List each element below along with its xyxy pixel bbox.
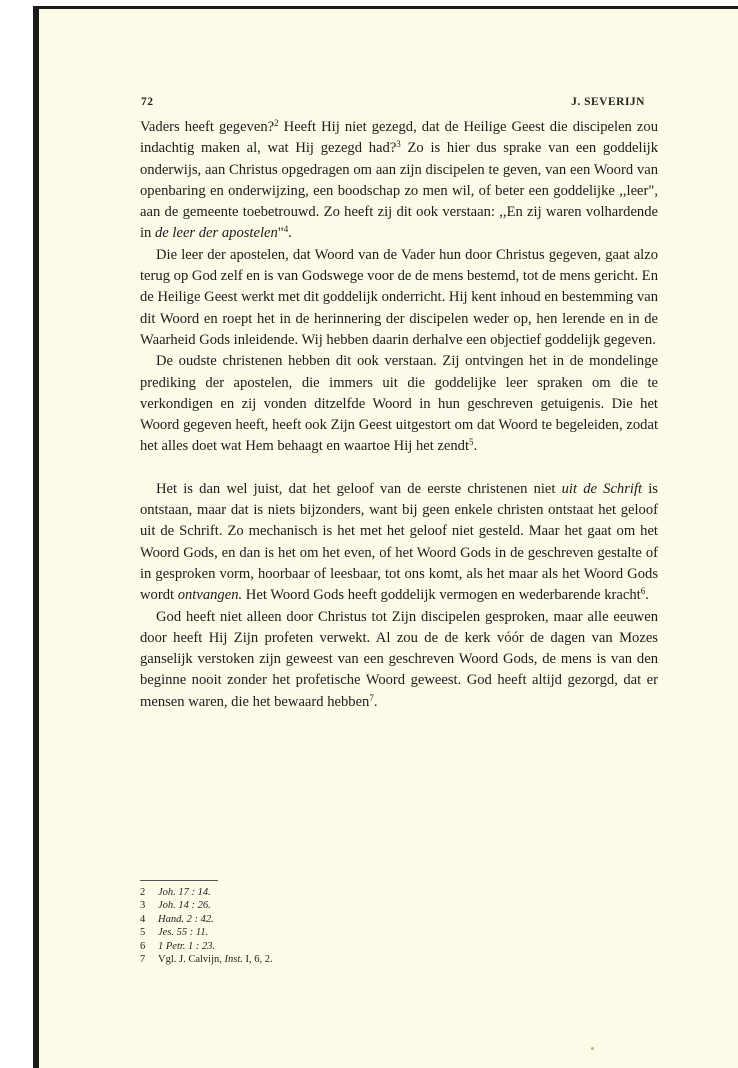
- footnotes: [140, 886, 273, 966]
- footnote: [140, 940, 273, 953]
- text: Vaders heeft gegeven?: [140, 119, 275, 135]
- footnote-number: 5: [140, 927, 146, 939]
- book-page: [33, 6, 738, 1068]
- text: Het Woord Gods heeft goddelijk vermogen en wederbarende kracht: [242, 587, 641, 604]
- footnote-ref: 3: [396, 139, 401, 150]
- paragraph: [140, 607, 658, 713]
- footnote-number: 2: [140, 887, 146, 898]
- footnote: [140, 913, 273, 926]
- text: .: [288, 225, 292, 242]
- text: God heeft niet alleen door Christus tot Zijn discipelen gesproken, maar alle eeuwen door heeft Hij Zijn profeten verwekt. Al zou de de kerk vóór de dagen van Mozes ganselijk verstoken zijn geweest van een geschreven Woord Gods, de mens is van den beginne nooit zonder het profetische Woord geweest. God heeft altijd gezorgd, dat er mensen waren, die het bewaard hebben: [140, 608, 658, 710]
- footnote: [140, 886, 273, 899]
- page-number: 72: [141, 96, 154, 108]
- footnote-text: [158, 953, 273, 966]
- footnote-text: 1 Petr. 1 : 23.: [158, 940, 216, 952]
- footnote-number: 3: [140, 900, 146, 912]
- footnote-text: Joh. 17 : 14.: [158, 887, 211, 898]
- italic-text: uit de Schrift: [561, 480, 643, 497]
- footnote: [140, 926, 273, 939]
- text: Heeft Hij niet gezegd, dat de Heilige Geest die discipelen zou indachtig maken al, wat Hij gezegd had?: [140, 119, 658, 157]
- text: ": [277, 225, 284, 242]
- body-text: [140, 117, 658, 713]
- text: .: [373, 693, 378, 710]
- footnote: [140, 899, 273, 912]
- footnote-ref: 4: [283, 224, 289, 235]
- footnote-number: 6: [140, 940, 146, 952]
- footnote-ref: 7: [369, 692, 374, 703]
- footnote-number: 4: [140, 913, 146, 925]
- text: is ontstaan, maar dat is niets bijzonders, want bij geen enkele christen ontstaat het geloof uit de Schrift. Zo mechanisch is het met het geloof niet gesteld. Maar het gaat om het Woord Gods, en dan is het om het even, of het Woord Gods in de geschreven gestalte of in gesproken vorm, hoorbaar of leesbaar, tot ons komt, als het maar als het Woord Gods wordt: [140, 480, 658, 604]
- text: .: [645, 587, 649, 604]
- text: Vgl. J. Calvijn,: [158, 954, 225, 966]
- footnote-rule: [140, 880, 218, 881]
- paper-speck: [591, 1047, 594, 1050]
- text: De oudste christenen hebben dit ook verstaan. Zij ontvingen het in de mondelinge prediking der apostelen, die immers uit die goddelijke leer spraken om die te verkondigen en zij vonden ditzelfde Woord in hun geschreven getuigenis. Die het Woord gegeven heeft, heeft ook Zijn Geest uitgestort om dat Woord te begeleiden, zodat het alles doet wat Hem behaagt en waartoe Hij het zendt: [140, 353, 658, 455]
- footnote-number: 7: [140, 954, 146, 966]
- text: .: [473, 438, 478, 455]
- paragraph: [140, 117, 658, 245]
- footnote-text: Joh. 14 : 26.: [158, 900, 211, 912]
- italic-text: de leer der apostelen: [155, 225, 278, 242]
- paragraph: Die leer der apostelen, dat Woord van de Vader hun door Christus gegeven, gaat alzo terug op God zelf en is van Godswege voor de de mens bestemd, tot de mens gericht. En de Heilige Geest werkt met dit goddelijk onderricht. Hij kent inhoud en bestemming van dit Woord en roept het in de herinnering der discipelen weder op, hen lerende en in de Waarheid Gods inleidende. Wij hebben daarin derhalve een objectief goddelijk gegeven.: [140, 246, 658, 348]
- footnote-ref: 6: [640, 586, 646, 597]
- running-head: J. SEVERIJN: [571, 96, 645, 108]
- footnote-ref: 2: [274, 118, 279, 128]
- footnote-text: Hand. 2 : 42.: [158, 913, 214, 925]
- paragraph: [140, 351, 658, 457]
- footnote-ref: 5: [469, 437, 474, 448]
- text: Het is dan wel juist, dat het geloof van de eerste christenen niet: [156, 480, 562, 497]
- text: Zo is hier dus sprake van een goddelijk onderwijs, aan Christus opgedragen om aan zijn discipelen te geven, van een Woord van openbaring en onderwijzing, een boodschap zo men wil, of beter een goddelijke ,,leer", aan de gemeente toebetrouwd. Zo heeft zij dit ook verstaan: ,,En zij waren volhardende in: [140, 140, 658, 242]
- italic-text: Inst.: [224, 954, 243, 966]
- paragraph: [140, 479, 658, 607]
- footnote-text: Jes. 55 : 11.: [158, 927, 209, 939]
- footnote: [140, 953, 273, 966]
- italic-text: ontvangen.: [177, 587, 243, 604]
- text: I, 6, 2.: [242, 954, 273, 966]
